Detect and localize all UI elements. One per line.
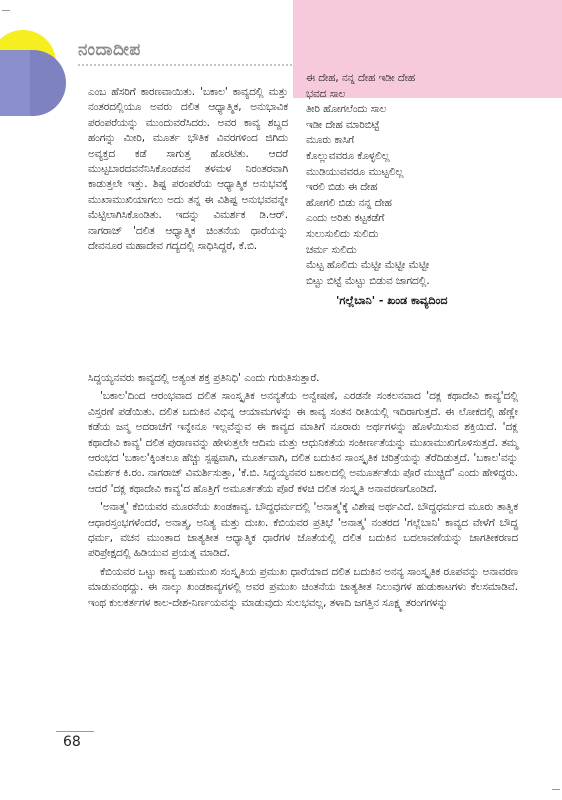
poem-line: ಮುಡಿಯುವವರೂ ಮುಟ್ಟಲಿಲ್ಲ [306, 165, 404, 178]
body-paragraph: 'ಬಕಾಲ'ದಿಂದ ಆರಂಭವಾದ ದಲಿತ ಸಾಂಸ್ಕೃತಿಕ ಅನನ್ಯತೆಯ ಅನ್ವೇಷಣೆ, ಎರಡನೇ ಸಂಕಲನವಾದ 'ದಕ್ಲ ಕಥಾದೇವಿ ಕಾವ್ಯ'ದಲ್ಲಿ ವಿಸ್ತರಣೆ ಪಡೆಯಿತು. ದಲಿತ ಬದುಕಿನ ವಿಭಿನ್ನ ಆಯಾಮಗಳನ್ನು ಈ ಕಾವ್ಯ ಸಂತನ ರೀತಿಯಲ್ಲಿ ಇದಿರಾಗುತ್ತದೆ. ಈ ಲೋಕದಲ್ಲಿ ಹೆಣ್ಣೇ ಕಡೆಯ ಜನ್ಮ ಅದರಾಚೆಗೆ ಇನ್ನೇನೂ ಇಲ್ಲವೆನ್ನುವ ಈ ಕಾವ್ಯದ ಮಾತಿಗೆ ನೂರಾರು ಅರ್ಥಗಳನ್ನು ಹೊಳೆಯಿಸುವ ಶಕ್ತಿಯಿದೆ. 'ದಕ್ಲ ಕಥಾದೇವಿ ಕಾವ್ಯ' ದಲಿತ ಪುರಾಣವನ್ನು ಹೇಳುತ್ತಲೇ ಆದಿಮ ಮತ್ತು ಆಧುನಿಕತೆಯ ಸಂಕೀರ್ಣತೆಯನ್ನು ಮುಖಾಮುಖಿಗೊಳಿಸುತ್ತದೆ. ತಮ್ಮ ಆರಂಭದ 'ಬಕಾಲ'ಕ್ಕಿಂತಲೂ ಹೆಚ್ಚು ಸ್ಪಷ್ಟವಾಗಿ, ಮೂರ್ತವಾಗಿ, ದಲಿತ ಬದುಕಿನ ಸಾಂಸ್ಕೃತಿಕ ಚರಿತ್ರೆಯನ್ನು ತೆರೆದಿಡುತ್ತದೆ. 'ಬಕಾಲ'ವನ್ನು ವಿಮರ್ಶಕ ಕಿ.ರಂ. ನಾಗರಾಜ್ ವಿಮರ್ಶಿಸುತ್ತಾ, 'ಕೆ.ಬಿ. ಸಿದ್ದಯ್ಯನವರ ಬಕಾಲದಲ್ಲಿ ಅಮೂರ್ತತೆಯ ಪೊರೆ ಮುಚ್ಚಿದೆ' ಎಂದು ಹೇಳಿದ್ದರು. ಆದರೆ 'ದಕ್ಲ ಕಥಾದೇವಿ ಕಾವ್ಯ'ದ ಹೊತ್ತಿಗೆ ಅಮೂರ್ತತೆಯ ಪೊರೆ ಕಳಚಿ ದಲಿತ ಸಂಸ್ಕೃತಿ ಅನಾವರಣಗೊಂಡಿದೆ. [88, 390, 518, 495]
poem-block [306, 71, 551, 309]
poem-line: ಸುಲುಸುಲಿದು ಸುಲಿದು [306, 227, 379, 240]
body-paragraph: ಎಂಬ ಹೆಸರಿಗೆ ಕಾರಣವಾಯಿತು. 'ಬಕಾಲ' ಕಾವ್ಯದಲ್ಲಿ ಮತ್ತು ನಂತರದಲ್ಲಿಯೂ ಅವರು ದಲಿತ ಆಧ್ಯಾತ್ಮಿಕ, ಅನುಭಾವಿಕ ಪರಂಪರೆಯನ್ನು ಮುಂದುವರೆಸಿದರು. ಅವರ ಕಾವ್ಯ ಶಬ್ದದ ಹಂಗನ್ನು ಮೀರಿ, ಮೂರ್ತ ಭೌತಿಕ ವಿವರಗಳಿಂದ ಜಿಗಿದು ಅವ್ಯಕ್ತದ ಕಡೆ ಸಾಗುತ್ತ ಹೊರಟಿತು. ಆದರೆ ಮುಟ್ಟಬಾರದವನೆನಿಸಿಕೊಂಡವನ ತಳಮಳ ನಿರಂತರವಾಗಿ ಕಾಡುತ್ತಲೇ ಇತ್ತು. ಶಿಷ್ಟ ಪರಂಪರೆಯ ಆಧ್ಯಾತ್ಮಿಕ ಅನುಭವಕ್ಕೆ ಮುಖಾಮುಖಿಯಾಗಲು ಅದು ತನ್ನ ಈ ವಿಶಿಷ್ಟ ಅನುಭವವನ್ನೇ ಮೆಟ್ಟಿಲಾಗಿಸಿಕೊಂಡಿತು. ಇದನ್ನು ವಿಮರ್ಶಕ ಡಿ.ಆರ್. ನಾಗರಾಜ್ 'ದಲಿತ ಆಧ್ಯಾತ್ಮಿಕ ಚಿಂತನೆಯ ಧಾರೆಯನ್ನು ದೇವನೂರ ಮಹಾದೇವ ಗದ್ಯದಲ್ಲಿ ಸಾಧಿಸಿದ್ದರೆ, ಕೆ.ಬಿ. [88, 86, 288, 253]
poem-line: ಎಂದು ಅರಿತು ಕಟ್ಟಕಡೆಗೆ [306, 212, 385, 225]
poem-line: ಇರಲಿ ಬಿಡು ಈ ದೇಹ [306, 181, 378, 194]
corner-purple-block [0, 50, 30, 116]
left-column-text [88, 85, 288, 254]
poem-line: ಕೊಲ್ಲುವವರೂ ಕೊಳ್ಳಲಿಲ್ಲ [306, 149, 390, 162]
body-paragraph: ಸಿದ್ದಯ್ಯನವರು ಕಾವ್ಯದಲ್ಲಿ ಅತ್ಯಂತ ಶಕ್ತ ಪ್ರತಿನಿಧಿ' ಎಂದು ಗುರುತಿಸುತ್ತಾರೆ. [88, 372, 320, 384]
poem-line: ಹೋಗಲಿ ಬಿಡು ನನ್ನ ದೇಹ [306, 196, 392, 209]
poem-line: ಇಡೀ ದೇಹ ಮಾರಿಬಿಟ್ಟೆ [306, 118, 380, 131]
header-dotted-rule [78, 64, 292, 66]
page-number: 68 [63, 734, 81, 750]
poem-line: ಚರ್ಮ ಸುಲಿದು [306, 243, 357, 256]
main-body-text [88, 371, 518, 614]
poem-line: ಈ ದೇಹ, ನನ್ನ ದೇಹ ಇಡೀ ದೇಹ [306, 72, 416, 84]
body-paragraph: 'ಅನಾತ್ಮ' ಕೆಬಿಯವರ ಮೂರನೆಯ ಖಂಡಕಾವ್ಯ. ಬೌದ್ಧಧರ್ಮದಲ್ಲಿ 'ಅನಾತ್ಮ'ಕ್ಕೆ ವಿಶೇಷ ಅರ್ಥವಿದೆ. ಬೌದ್ಧಧರ್ಮದ ಮೂರು ತಾತ್ವಿಕ ಆಧಾರಸ್ತಂಭಗಳೆಂದರೆ, ಅನಾತ್ಮ, ಅನಿತ್ಯ ಮತ್ತು ದುಃಖ. ಕೆಬಿಯವರ ಪ್ರತಿಭೆ 'ಅನಾತ್ಮ' ನಂತರದ 'ಗಲ್ಲೆಬಾನಿ' ಕಾವ್ಯದ ವೇಳೆಗೆ ಬೌದ್ಧ ಧರ್ಮ, ವಚನ ಮುಂತಾದ ಜಾತ್ಯತೀತ ಆಧ್ಯಾತ್ಮಿಕ ಧಾರೆಗಳ ಜೊತೆಯಲ್ಲಿ ದಲಿತ ಬದುಕಿನ ಬದಲಾವಣೆಯನ್ನು ಜಾಗತೀಕರಣದ ಪರಿಪ್ರೇಕ್ಷದಲ್ಲಿ ಹಿಡಿಯುವ ಪ್ರಯತ್ನ ಮಾಡಿದೆ. [88, 501, 518, 560]
crop-mark [552, 789, 560, 798]
poem-source: 'ಗಲ್ಲೆಬಾನಿ' - ಖಂಡ ಕಾವ್ಯದಿಂದ [336, 294, 448, 308]
poem-line: ತೀರಿ ಹೋಗಲೆಂದು ಸಾಲ [306, 103, 387, 116]
poem-line: ಬಿಟ್ಟು ಬಿಟ್ಟೆ ಮೆಟ್ಟು ಬಿಡುವ ಜಾಗದಲ್ಲಿ. [306, 274, 430, 287]
poem-line: ಭವದ ಸಾಲ [306, 87, 346, 100]
body-paragraph: ಕೆಬಿಯವರ ಒಟ್ಟು ಕಾವ್ಯ ಬಹುಮುಖಿ ಸಂಸ್ಕೃತಿಯ ಪ್ರಮುಖ ಧಾರೆಯಾದ ದಲಿತ ಬದುಕಿನ ಅನನ್ಯ ಸಾಂಸ್ಕೃತಿಕ ರೂಪವನ್ನು ಅನಾವರಣ ಮಾಡುವಂಥದ್ದು. ಈ ನಾಲ್ಕು ಖಂಡಕಾವ್ಯಗಳಲ್ಲಿ ಅವರ ಪ್ರಮುಖ ಚಿಂತನೆಯ ಜಾತ್ಯತೀತ ನಿಲುವುಗಳ ಹುಡುಕಾಟಗಳು ಕೆಲಸಮಾಡಿವೆ. ಇಂಥ ಕುಲಕರ್ತಗಳ ಕಾಲ-ದೇಶ-ನಿರ್ಣಯವನ್ನು ಮಾಡುವುದು ಸುಲಭವಲ್ಲ, ತಳಾದಿ ಜಗತ್ತಿನ ಸೂಕ್ಷ್ಮ ತರಂಗಗಳನ್ನು [88, 565, 518, 609]
poem-line: ಮೆಟ್ಟ ಹೊಲಿದು ಮೆಟ್ಟೀ ಮೆಟ್ಟೀ ಮೆಟ್ಟೀ [306, 259, 430, 272]
running-header: ನಂದಾದೀಪ [78, 40, 141, 60]
poem-line: ಮೂರು ಕಾಸಿಗೆ [306, 134, 355, 147]
crop-mark [2, 2, 10, 11]
page-number-rule [56, 731, 94, 732]
